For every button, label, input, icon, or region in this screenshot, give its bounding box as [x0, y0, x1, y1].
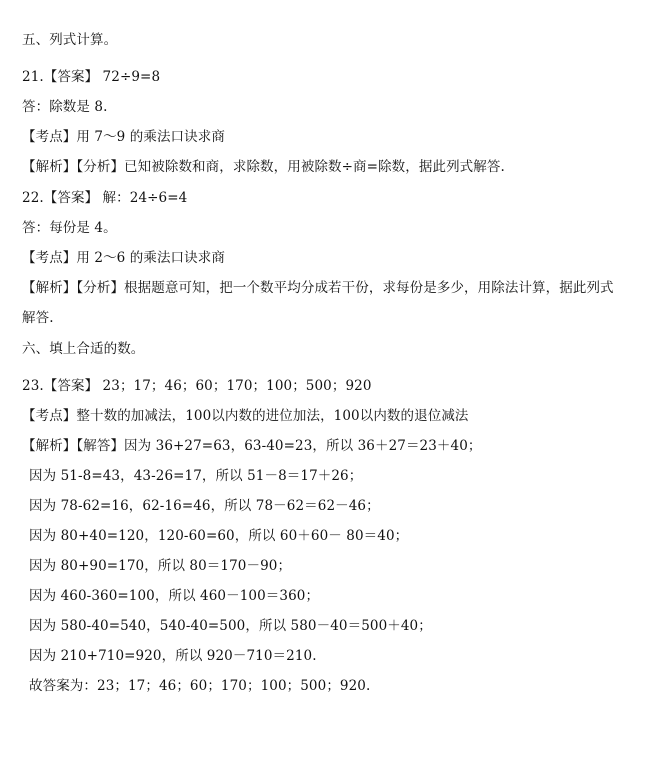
question-23-analysis: 【解析】【解答】因为 36+27=63，63-40=23，所以 36＋27＝23＋40； [22, 438, 482, 454]
question-23-final-answer: 故答案为：23；17；46；60；170；100；500；920. [29, 678, 371, 694]
question-23-step: 因为 210+710=920，所以 920－710＝210. [29, 648, 317, 664]
question-22-knowledge-point: 【考点】用 2～6 的乘法口诀求商 [22, 250, 225, 266]
question-23-step: 因为 80+40=120，120-60=60，所以 60＋60－ 80＝40； [29, 528, 409, 544]
question-22-analysis-line-1: 【解析】【分析】根据题意可知，把一个数平均分成若干份，求每份是多少，用除法计算，据此列式 [22, 280, 614, 296]
question-21-reply: 答：除数是 8. [22, 99, 108, 115]
question-22-reply: 答：每份是 4。 [22, 220, 117, 236]
question-21-knowledge-point: 【考点】用 7～9 的乘法口诀求商 [22, 129, 225, 145]
question-23-step: 因为 51-8=43，43-26=17，所以 51－8＝17＋26； [29, 468, 363, 484]
section-5-heading: 五、列式计算。 [22, 32, 118, 48]
section-6-heading: 六、填上合适的数。 [22, 341, 145, 357]
question-21-answer: 21.【答案】 72÷9=8 [22, 69, 161, 85]
question-22-answer: 22.【答案】 解：24÷6=4 [22, 190, 188, 206]
question-23-answer: 23.【答案】 23；17；46；60；170；100；500；920 [22, 378, 372, 394]
question-23-step: 因为 80+90=170，所以 80＝170－90； [29, 558, 292, 574]
question-23-knowledge-point: 【考点】整十数的加减法，100以内数的进位加法，100以内数的退位减法 [22, 408, 469, 424]
question-23-step: 因为 78-62=16，62-16=46，所以 78－62＝62－46； [29, 498, 380, 514]
question-23-step: 因为 460-360=100，所以 460－100＝360； [29, 588, 320, 604]
question-22-analysis-line-2: 解答. [22, 310, 54, 326]
question-23-step: 因为 580-40=540，540-40=500，所以 580－40＝500＋40； [29, 618, 432, 634]
question-21-analysis: 【解析】【分析】已知被除数和商，求除数，用被除数÷商=除数，据此列式解答. [22, 159, 505, 175]
